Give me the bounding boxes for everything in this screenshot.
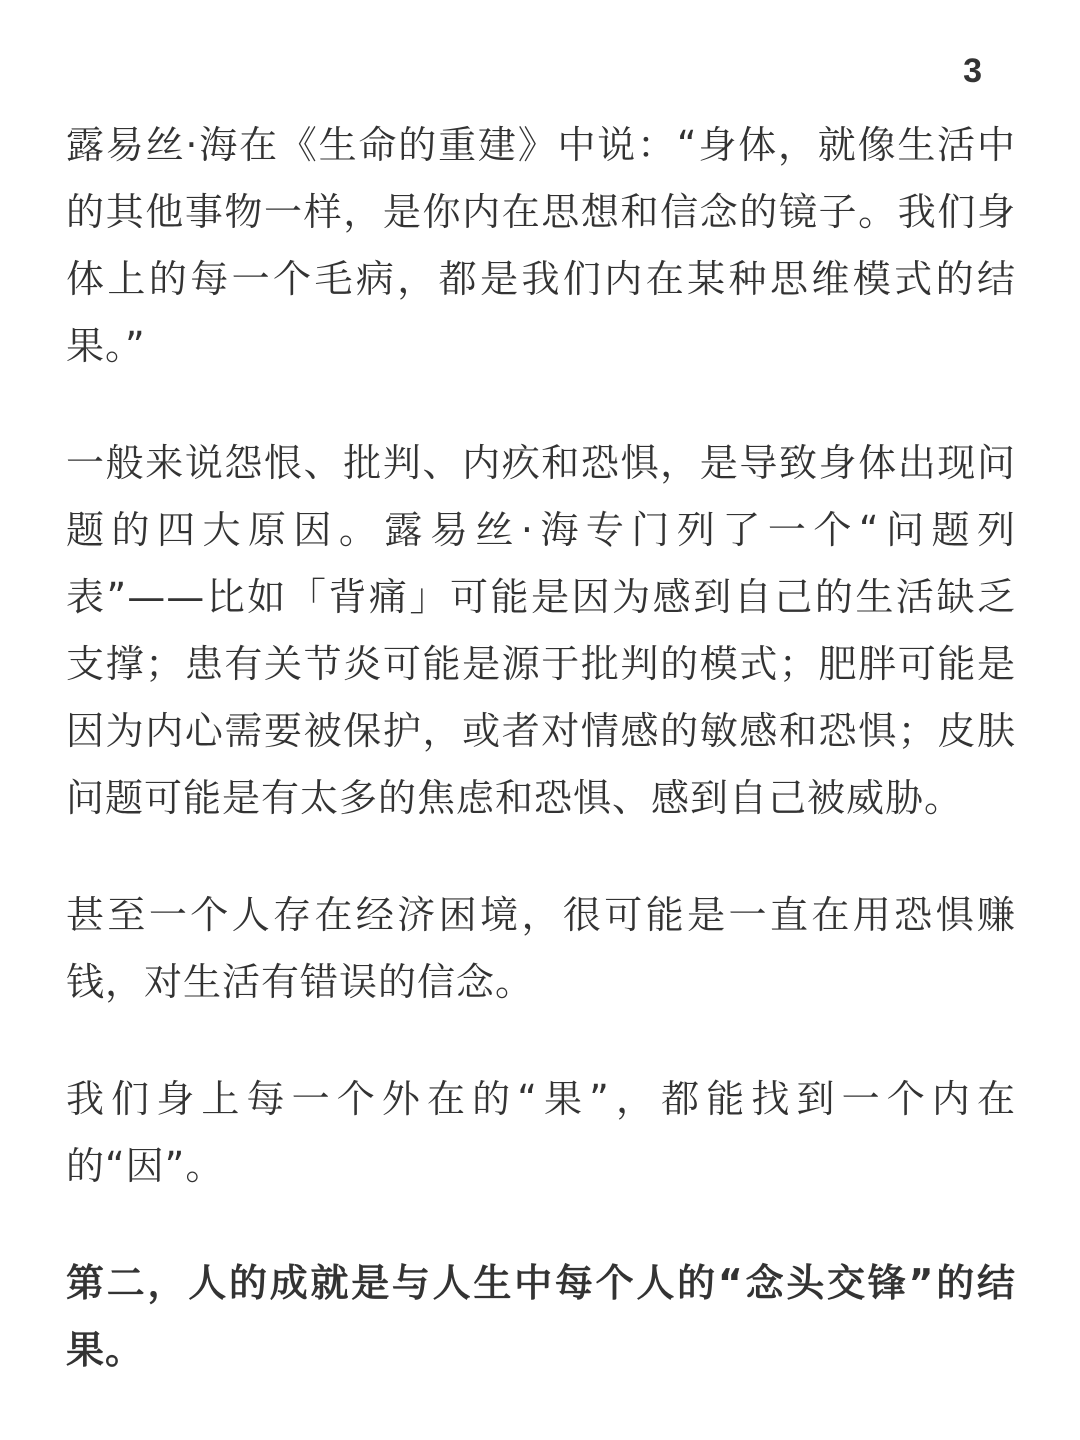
article-body	[66, 112, 1016, 1384]
paragraph-financial: 甚至一个人存在经济困境，很可能是一直在用恐惧赚钱，对生活有错误的信念。	[66, 893, 1016, 1004]
paragraph-problem-list: 一般来说怨恨、批判、内疚和恐惧，是导致身体出现问题的四大原因。露易丝·海专门列了一个“问题列表”——比如「背痛」可能是因为感到自己的生活缺乏支撑；患有关节炎可能是源于批判的模式；肥胖可能是因为内心需要被保护，或者对情感的敏感和恐惧；皮肤问题可能是有太多的焦虑和恐惧、感到自己被威胁。	[66, 441, 1016, 820]
paragraph-cause-effect: 我们身上每一个外在的“果”，都能找到一个内在的“因”。	[66, 1077, 1016, 1188]
page-number: 3	[963, 52, 982, 90]
paragraph-quote: 露易丝·海在《生命的重建》中说：“身体，就像生活中的其他事物一样，是你内在思想和信念的镜子。我们身体上的每一个毛病，都是我们内在某种思维模式的结果。”	[66, 123, 1016, 368]
section-heading-second: 第二，人的成就是与人生中每个人的“念头交锋”的结果。	[66, 1261, 1016, 1372]
